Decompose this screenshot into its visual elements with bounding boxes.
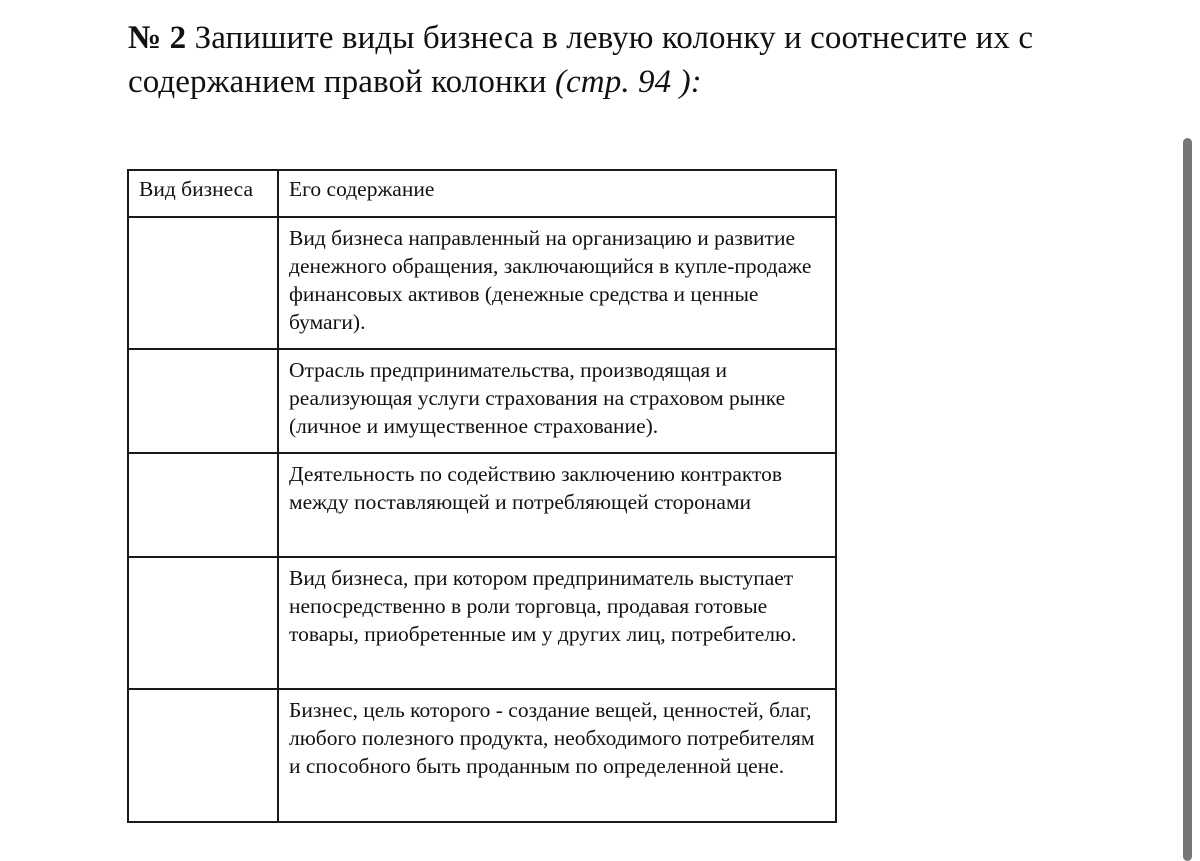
business-description-cell: Вид бизнеса, при котором предприниматель выступает непосредственно в роли торговца, продавая готовые товары, приобретенные им у других лиц, потребителю. [278,557,836,689]
task-number: № 2 [128,20,187,56]
business-type-answer-cell[interactable] [128,349,278,453]
task-instruction: Запишите виды бизнеса в левую колонку и соотнесите их с содержанием правой колонки [128,20,1034,100]
business-type-answer-cell[interactable] [128,453,278,557]
table-row [128,689,836,822]
task-heading [128,16,1128,104]
business-description-cell: Отрасль предпринимательства, производящая и реализующая услуги страхования на страховом рынке (личное и имущественное страхование). [278,349,836,453]
header-content: Его содержание [278,170,836,217]
table-row [128,349,836,453]
table-row [128,557,836,689]
business-type-answer-cell[interactable] [128,557,278,689]
header-business-type: Вид бизнеса [128,170,278,217]
matching-table [127,169,837,823]
business-type-answer-cell[interactable] [128,689,278,822]
table-row [128,217,836,349]
table-header-row [128,170,836,217]
business-description-cell: Бизнес, цель которого - создание вещей, ценностей, благ, любого полезного продукта, необходимого потребителям и способного быть проданным по определенной цене. [278,689,836,822]
business-description-cell: Вид бизнеса направленный на организацию и развитие денежного обращения, заключающийся в купле-продаже финансовых активов (денежные средства и ценные бумаги). [278,217,836,349]
business-description-cell: Деятельность по содействию заключению контрактов между поставляющей и потребляющей сторонами [278,453,836,557]
vertical-scrollbar[interactable] [1183,138,1192,861]
business-type-answer-cell[interactable] [128,217,278,349]
table-row [128,453,836,557]
page-reference: (стр. 94 ): [554,64,702,100]
